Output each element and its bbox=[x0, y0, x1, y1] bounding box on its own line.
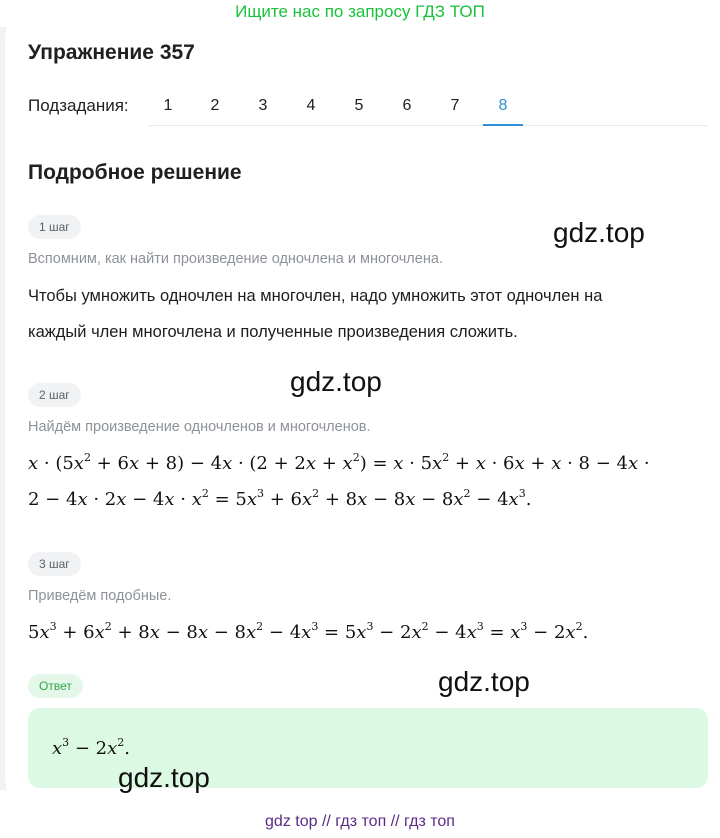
footer-links: gdz top // гдз топ // гдз топ bbox=[265, 813, 455, 830]
subtask-tab-5[interactable]: 5 bbox=[354, 97, 364, 114]
step-3-hint: Приведём подобные. bbox=[28, 588, 172, 604]
watermark: gdz.top bbox=[438, 666, 530, 697]
step-3-badge: 3 шаг bbox=[28, 552, 81, 576]
solution-heading: Подробное решение bbox=[28, 161, 242, 184]
watermark: gdz.top bbox=[553, 217, 645, 248]
step-1-text-line-1: Чтобы умножить одночлен на многочлен, надо умножить этот одночлен на bbox=[28, 287, 603, 305]
step-2-formula-line-2: $2 - 4x \cdot 2x - 4x \cdot x^2 = 5x^3 + 6x^2 + 8x - 8x - 8x^2 - 4x^3$. bbox=[28, 487, 532, 510]
subtask-tab-2[interactable]: 2 bbox=[210, 97, 220, 114]
subtask-tab-6[interactable]: 6 bbox=[402, 97, 412, 114]
subtask-tab-1[interactable]: 1 bbox=[163, 97, 173, 114]
page-title: Упражнение 357 bbox=[28, 41, 195, 64]
step-1-hint: Вспомним, как найти произведение одночлена и многочлена. bbox=[28, 251, 443, 267]
subtask-tab-8[interactable]: 8 bbox=[483, 88, 523, 126]
subtask-tab-7[interactable]: 7 bbox=[450, 97, 460, 114]
search-banner: Ищите нас по запросу ГДЗ ТОП bbox=[235, 2, 485, 21]
answer-formula: $x^3 - 2x^2$. bbox=[52, 736, 131, 759]
answer-badge: Ответ bbox=[28, 674, 83, 698]
subtasks-tabs bbox=[148, 88, 708, 126]
subtask-tab-4[interactable]: 4 bbox=[306, 97, 316, 114]
watermark: gdz.top bbox=[118, 762, 210, 793]
solution-card bbox=[5, 27, 720, 790]
step-2-formula-line-1: $x \cdot (5x^2 + 6x + 8) - 4x \cdot (2 + 2x + x^2) = x \cdot 5x^2 + x \cdot 6x + x \cdot 8 - 4x$ · bbox=[28, 451, 650, 474]
step-2-badge: 2 шаг bbox=[28, 383, 81, 407]
watermark: gdz.top bbox=[290, 366, 382, 397]
step-3-formula: $5x^3 + 6x^2 + 8x - 8x - 8x^2 - 4x^3 = 5x^3 - 2x^2 - 4x^3 = x^3 - 2x^2$. bbox=[28, 620, 589, 643]
subtask-tab-3[interactable]: 3 bbox=[258, 97, 268, 114]
step-1-badge: 1 шаг bbox=[28, 215, 81, 239]
step-1-text-line-2: каждый член многочлена и полученные произведения сложить. bbox=[28, 323, 518, 341]
step-2-hint: Найдём произведение одночленов и многочленов. bbox=[28, 419, 371, 435]
subtasks-label: Подзадания: bbox=[28, 96, 129, 115]
